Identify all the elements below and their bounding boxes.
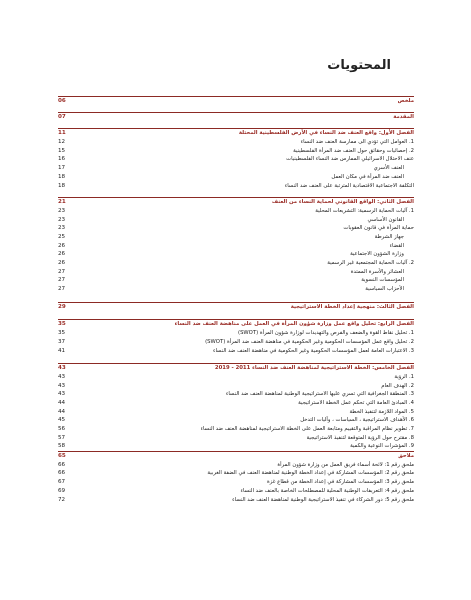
toc-entry-row[interactable] [58,224,414,233]
toc-heading-row[interactable] [58,452,414,461]
toc-page-number: 07 [58,113,66,120]
toc-page-number: 43 [58,365,66,372]
toc-section [58,302,414,312]
toc-page-number: 11 [58,130,66,137]
toc-entry-title: وزارة الشؤون الاجتماعية [350,251,404,258]
toc-entry-row[interactable] [58,182,414,191]
toc-entry-row[interactable] [58,268,414,277]
toc-entry-title: 7. تطوير نظام المراقبة والتقييم ومتابعة العمل على الخطة الاستراتيجية لمناهضة العنف ضد النساء [200,426,414,432]
toc-entry-title: ملخص [397,98,414,104]
toc-entry-title: المقدمة [393,113,414,120]
toc-entry-row[interactable] [58,347,414,356]
toc-entry-title: العنف ضد المرأة في مكان العمل [331,173,404,180]
toc-entry-title: القانون الأساسي [367,216,404,223]
toc-entry-row[interactable] [58,382,414,391]
toc-entry-title: ملحق رقم 3: المؤسسات المشاركة في إعداد الخطة من قطاع غزة [267,479,414,486]
toc-heading-row[interactable] [58,320,414,329]
toc-entry-row[interactable] [58,147,414,156]
toc-entry-title: عنف الاحتلال الاسرائيلي الممارس ضد النساء الفلسطينيات [286,156,414,163]
toc-heading-row[interactable] [58,364,414,373]
toc-page-number: 44 [58,408,66,415]
toc-page-number: 18 [58,182,66,189]
toc-entry-title: حماية المرأة في قانون العقوبات [343,225,414,232]
toc-page-number: 23 [58,216,66,223]
toc-entry-row[interactable] [58,434,414,443]
toc-entry-row[interactable] [58,461,414,470]
toc-entry-row[interactable] [58,408,414,417]
toc-entry-row[interactable] [58,216,414,225]
toc-entry-row[interactable] [58,329,414,338]
toc-page-number: 17 [58,165,66,172]
toc-heading-row[interactable] [58,113,414,122]
toc-page-number: 26 [58,251,66,258]
toc-entry-row[interactable] [58,250,414,259]
toc-entry-title: 1. العوامل التي تؤدي الى ممارسة العنف ضد النساء [300,139,414,146]
toc-page-number: 25 [58,233,66,240]
toc-page-number: 06 [58,98,66,104]
toc-page-number: 35 [58,321,66,328]
toc-entry-title: ملحق رقم 5: دور الشركاء في تنفيذ الاستراتيجية الوطنية لمناهضة العنف ضد النساء [232,496,414,503]
toc-page-number: 45 [58,417,66,424]
toc-page-number: 15 [58,147,66,154]
toc-entry-title: 2. إحصائيات وحقائق حول العنف ضد المرأة الفلسطينية [293,147,414,154]
toc-page-number: 66 [58,470,66,477]
toc-section [58,451,414,504]
toc-page-number: 23 [58,207,66,214]
toc-entry-row[interactable] [58,425,414,434]
toc-page-number: 58 [58,443,66,450]
toc-entry-title: 2. آليات الحماية المجتمعية غير الرسمية [327,260,414,266]
toc-entry-row[interactable] [58,173,414,182]
toc-page-number: 43 [58,391,66,398]
toc-page-number: 41 [58,347,66,354]
toc-entry-title: 3. الاعتبارات العامة لعمل المؤسسات الحكومية وغير الحكومية في مناهضة العنف ضد النساء [212,347,414,354]
toc-entry-title: 2. الهدف العام [381,382,414,389]
toc-entry-row[interactable] [58,259,414,268]
toc-entry-title: الفصل الرابع: تحليل واقع عمل وزارة شؤون المرأة في العمل على مناهضة العنف ضد النساء [174,321,414,328]
toc-entry-title: القضاء [389,242,404,249]
toc-entry-row[interactable] [58,276,414,285]
toc-entry-title: ملحق رقم 1: لائحة أسماء فريق العمل من وزارة شؤون المرأة [277,461,414,468]
toc-entry-title: 2. تحليل واقع عمل المؤسسات الحكومية وغير الحكومية في مناهضة العنف ضد المرأة (SWOT) [205,338,414,345]
toc-page-number: 44 [58,399,66,406]
toc-entry-title: الفصل الخامس: الخطة الاستراتيجية لمناهضة العنف ضد النساء 2011 - 2019 [214,365,414,372]
toc-page-number: 12 [58,139,66,146]
toc-page-number: 23 [58,225,66,232]
toc-entry-row[interactable] [58,138,414,147]
toc-page-number: 43 [58,373,66,380]
toc-heading-row[interactable] [58,198,414,207]
toc-page-number: 65 [58,453,66,460]
toc-entry-title: التكلفة الاجتماعية الاقتصادية المترتبة على العنف ضد النساء [284,182,414,189]
toc-page-number: 27 [58,268,66,275]
toc-section [58,96,414,106]
toc-entry-row[interactable] [58,416,414,425]
toc-page-number: 37 [58,338,66,345]
toc-entry-row[interactable] [58,469,414,478]
toc-section [58,197,414,294]
toc-entry-row[interactable] [58,390,414,399]
toc-entry-title: 1. آليات الحماية الرسمية: التشريعات المحلية [315,207,414,214]
toc-page-number: 26 [58,260,66,266]
toc-page-number: 16 [58,156,66,163]
toc-entry-title: 1. الرؤية [394,373,414,380]
toc-entry-row[interactable] [58,442,414,451]
toc-heading-row[interactable] [58,129,414,138]
toc-section [58,112,414,122]
toc-page-number: 21 [58,199,66,206]
toc-entry-title: 4. المبادئ العامة التي تحكم عمل الخطة الاستراتيجية [298,399,414,406]
toc-entry-row[interactable] [58,496,414,505]
toc-entry-row[interactable] [58,285,414,294]
toc-page-number: 26 [58,242,66,249]
toc-entry-title: 1. تحليل نقاط القوة والضعف والفرص والتهديدات لوزارة شؤون المرأة (SWOT) [237,330,414,337]
toc-entry-row[interactable] [58,164,414,173]
toc-entry-title: الفصل الثالث: منهجية إعداد الخطة الاستراتيجية [290,303,414,310]
toc-entry-title: 3. المنطقة الجغرافية التي تسري عليها الاستراتيجية الوطنية لمناهضة العنف ضد النساء [225,391,414,398]
toc-heading-row[interactable] [58,303,414,312]
toc-entry-title: 8. مقترح حول الرؤية المتوقعة لتنفيذ الاستراتيجية [306,434,414,441]
toc-entry-title: ملحق رقم 2: المؤسسات المشاركة في إعداد الخطة الوطنية لمناهضة العنف في الضفة الغربية [207,470,414,477]
page-title: المحتويات [327,58,391,73]
toc-page-number: 29 [58,303,66,310]
toc-section [58,363,414,451]
toc-entry-row[interactable] [58,338,414,347]
toc-entry-title: 5. المواد اللازمة لتنفيذ الخطة [349,408,414,415]
toc-page-number: 35 [58,330,66,337]
toc-page-number: 69 [58,487,66,494]
toc-page-number: 43 [58,382,66,389]
toc-entry-title: الأحزاب السياسية [365,286,404,293]
toc-entry-title: ملاحق [398,453,414,460]
toc-page-number: 56 [58,426,66,432]
toc-entry-row[interactable] [58,478,414,487]
toc-entry-title: المؤسسات النسوية [361,277,404,284]
toc-entry-row[interactable] [58,233,414,242]
toc-page-number: 27 [58,277,66,284]
toc-section [58,128,414,190]
toc-entry-row[interactable] [58,373,414,382]
toc-page-number: 18 [58,173,66,180]
toc-heading-row[interactable] [58,97,414,106]
toc-section [58,319,414,355]
toc-page-number: 66 [58,461,66,468]
toc-entry-title: العشائر والأسرة الممتدة [350,268,404,275]
toc-entry-row[interactable] [58,487,414,496]
toc-entry-title: الفصل الثاني: الواقع القانوني لحماية النساء من العنف [271,199,414,206]
toc-entry-title: العنف الأسري [373,165,404,172]
toc-page-number: 67 [58,479,66,486]
toc-entry-title: 9. المؤشرات النوعية والكمية [350,443,414,450]
table-of-contents [58,96,414,504]
toc-entry-row[interactable] [58,207,414,216]
toc-entry-title: الفصل الأول: واقع العنف ضد النساء في الأرض الفلسطينية المحتلة [238,130,414,137]
toc-entry-row[interactable] [58,155,414,164]
toc-entry-title: جهاز الشرطة [374,233,404,240]
toc-entry-row[interactable] [58,399,414,408]
toc-entry-title: ملحق رقم 4: التعريفات الوطنية المحلية للمصطلحات الخاصة بالعنف ضد النساء [240,487,414,494]
toc-page-number: 27 [58,286,66,293]
toc-page-number: 72 [58,496,66,503]
toc-page-number: 57 [58,434,66,441]
toc-entry-row[interactable] [58,242,414,251]
toc-entry-title: 6. الأهداف الاستراتيجية ، السياسات ، وآليات التدخل [300,417,414,424]
